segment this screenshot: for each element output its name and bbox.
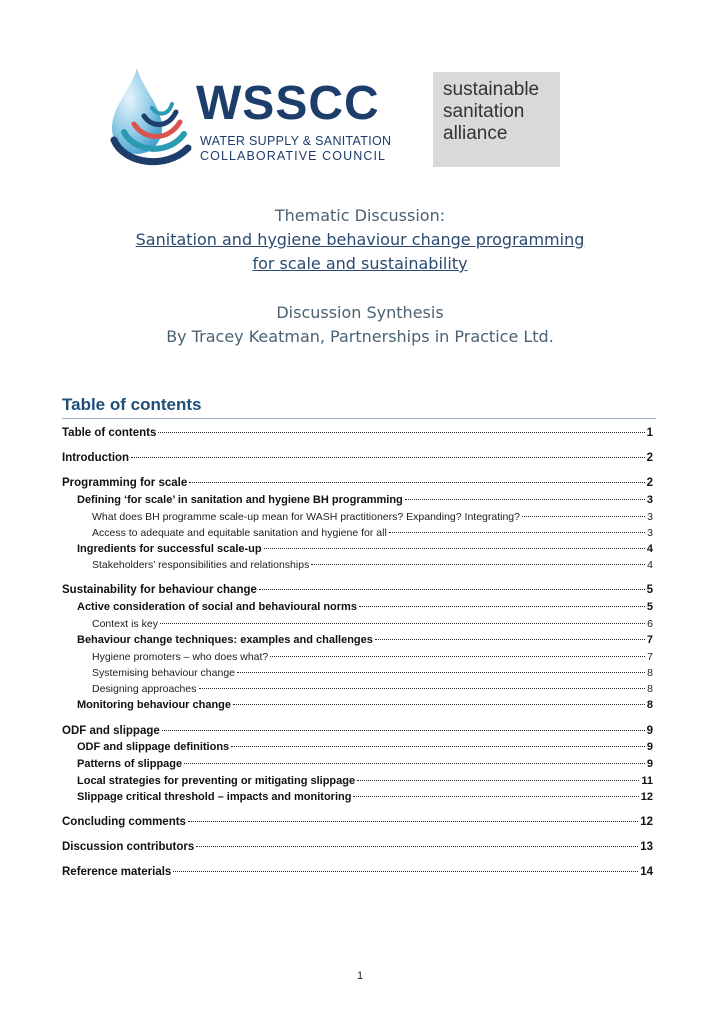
toc-entry[interactable] [77, 699, 653, 711]
wsscc-logo [104, 66, 394, 172]
toc-entry[interactable] [77, 494, 653, 506]
toc-entry[interactable] [62, 841, 653, 853]
toc-entry[interactable] [92, 559, 653, 571]
toc-heading: Table of contents [62, 395, 202, 414]
toc-entry[interactable] [62, 584, 653, 596]
toc-entry[interactable] [77, 741, 653, 753]
toc-dot-leader [184, 763, 645, 764]
toc-dot-leader [405, 499, 645, 500]
toc-entry-label: Ingredients for successful scale-up [77, 543, 262, 555]
toc-entry-page: 2 [646, 452, 653, 464]
toc-entry-label: Monitoring behaviour change [77, 699, 232, 711]
toc-entry-page: 14 [640, 866, 653, 878]
toc-entry[interactable] [77, 543, 653, 555]
title-line3: for scale and sustainability [252, 254, 468, 273]
toc-entry-label: Reference materials [62, 866, 172, 878]
toc-entry-label: Introduction [62, 452, 130, 464]
toc-entry-page: 7 [647, 651, 653, 663]
toc-entry-label: Patterns of slippage [77, 758, 183, 770]
toc-entry-label: Table of contents [62, 427, 157, 439]
document-title [0, 205, 720, 274]
toc-entry[interactable] [62, 816, 653, 828]
toc-entry-page: 11 [641, 775, 653, 787]
toc-dot-leader [158, 432, 644, 433]
toc-entry-label: Slippage critical threshold – impacts and monitoring [77, 791, 352, 803]
synthesis-label: Discussion Synthesis [276, 303, 444, 322]
toc-dot-leader [131, 457, 645, 458]
ssa-line1: sustainable [443, 79, 540, 100]
toc-entry-label: Systemising behaviour change [92, 667, 236, 679]
toc-entry-page: 13 [640, 841, 653, 853]
toc-entry-label: Discussion contributors [62, 841, 195, 853]
toc-entry-label: ODF and slippage definitions [77, 741, 230, 753]
toc-entry[interactable] [62, 427, 653, 439]
toc-dot-leader [264, 548, 645, 549]
toc-entry[interactable] [77, 791, 653, 803]
toc-dot-leader [522, 516, 645, 517]
toc-dot-leader [237, 672, 645, 673]
wsscc-subtitle-line1: WATER SUPPLY & SANITATION [200, 134, 392, 148]
toc-entry-page: 7 [646, 634, 653, 646]
ssa-line2: sanitation [443, 101, 525, 122]
author-line: By Tracey Keatman, Partnerships in Practice Ltd. [166, 327, 554, 346]
toc-entry-label: What does BH programme scale-up mean for WASH practitioners? Expanding? Integrating? [92, 511, 520, 523]
toc-entry-page: 3 [647, 527, 653, 539]
title-line1: Thematic Discussion: [274, 206, 446, 225]
toc-entry[interactable] [92, 683, 653, 695]
toc-entry-label: Behaviour change techniques: examples and challenges [77, 634, 373, 646]
toc-entry[interactable] [77, 775, 653, 787]
toc-entry[interactable] [77, 601, 653, 613]
page-number: 1 [356, 970, 364, 982]
toc-dot-leader [162, 730, 645, 731]
toc-entry[interactable] [62, 866, 653, 878]
toc-entry[interactable] [92, 511, 653, 523]
toc-entry-page: 12 [640, 816, 653, 828]
toc-dot-leader [259, 589, 645, 590]
wsscc-subtitle-line2: COLLABORATIVE COUNCIL [200, 149, 387, 163]
toc-dot-leader [199, 688, 646, 689]
toc-dot-leader [173, 871, 638, 872]
toc-entry-label: Defining ‘for scale’ in sanitation and hygiene BH programming [77, 494, 403, 506]
toc-entry-page: 1 [646, 427, 653, 439]
title-line2: Sanitation and hygiene behaviour change programming [135, 230, 585, 249]
toc-dot-leader [233, 704, 645, 705]
toc-dot-leader [311, 564, 645, 565]
toc-entry-page: 5 [646, 584, 653, 596]
toc-entry[interactable] [77, 634, 653, 646]
toc-entry-page: 3 [647, 511, 653, 523]
toc-entry-page: 4 [646, 543, 653, 555]
toc-entry-label: Context is key [92, 618, 158, 630]
toc-dot-leader [359, 606, 645, 607]
wsscc-wordmark: WSSCC [196, 77, 380, 130]
wsscc-subtitle [200, 134, 391, 164]
ssa-logo [433, 72, 560, 167]
toc-dot-leader [357, 780, 639, 781]
ssa-line3: alliance [443, 123, 508, 144]
toc-entry[interactable] [92, 651, 653, 663]
toc-dot-leader [160, 623, 645, 624]
toc-entry[interactable] [92, 667, 653, 679]
toc-entry-page: 5 [646, 601, 653, 613]
toc-divider [62, 418, 656, 419]
toc-dot-leader [375, 639, 645, 640]
toc-entry-label: Designing approaches [92, 683, 197, 695]
toc-entry-page: 12 [640, 791, 653, 803]
toc-entry[interactable] [62, 725, 653, 737]
toc-entry[interactable] [77, 758, 653, 770]
toc-entry-label: Local strategies for preventing or mitigating slippage [77, 775, 356, 787]
toc-dot-leader [189, 482, 644, 483]
toc-entry-label: ODF and slippage [62, 725, 160, 737]
toc-dot-leader [389, 532, 645, 533]
toc-dot-leader [196, 846, 638, 847]
document-subtitle [0, 302, 720, 348]
toc-entry-label: Programming for scale [62, 477, 188, 489]
toc-entry-page: 3 [646, 494, 653, 506]
toc-entry[interactable] [62, 477, 653, 489]
toc-entry-label: Concluding comments [62, 816, 186, 828]
toc-entry-label: Access to adequate and equitable sanitation and hygiene for all [92, 527, 387, 539]
toc-dot-leader [353, 796, 638, 797]
toc-dot-leader [270, 656, 645, 657]
toc-entry-page: 8 [647, 683, 653, 695]
toc-entry-label: Active consideration of social and behavioural norms [77, 601, 357, 613]
toc-entry[interactable] [92, 527, 653, 539]
toc-entry-label: Hygiene promoters – who does what? [92, 651, 269, 663]
toc-entry-page: 9 [646, 725, 653, 737]
toc-entry-page: 2 [646, 477, 653, 489]
toc-entry-page: 4 [647, 559, 653, 571]
ssa-wordmark [443, 79, 539, 145]
water-drop-icon [104, 66, 194, 172]
toc-dot-leader [188, 821, 638, 822]
toc-entry-page: 9 [646, 758, 653, 770]
toc-entry[interactable] [62, 452, 653, 464]
toc-entry[interactable] [92, 618, 653, 630]
toc-dot-leader [231, 746, 645, 747]
toc-entry-page: 8 [646, 699, 653, 711]
toc-entry-label: Sustainability for behaviour change [62, 584, 257, 596]
toc-entry-label: Stakeholders’ responsibilities and relationships [92, 559, 310, 571]
toc-entry-page: 6 [647, 618, 653, 630]
toc-entry-page: 9 [646, 741, 653, 753]
toc-entry-page: 8 [647, 667, 653, 679]
